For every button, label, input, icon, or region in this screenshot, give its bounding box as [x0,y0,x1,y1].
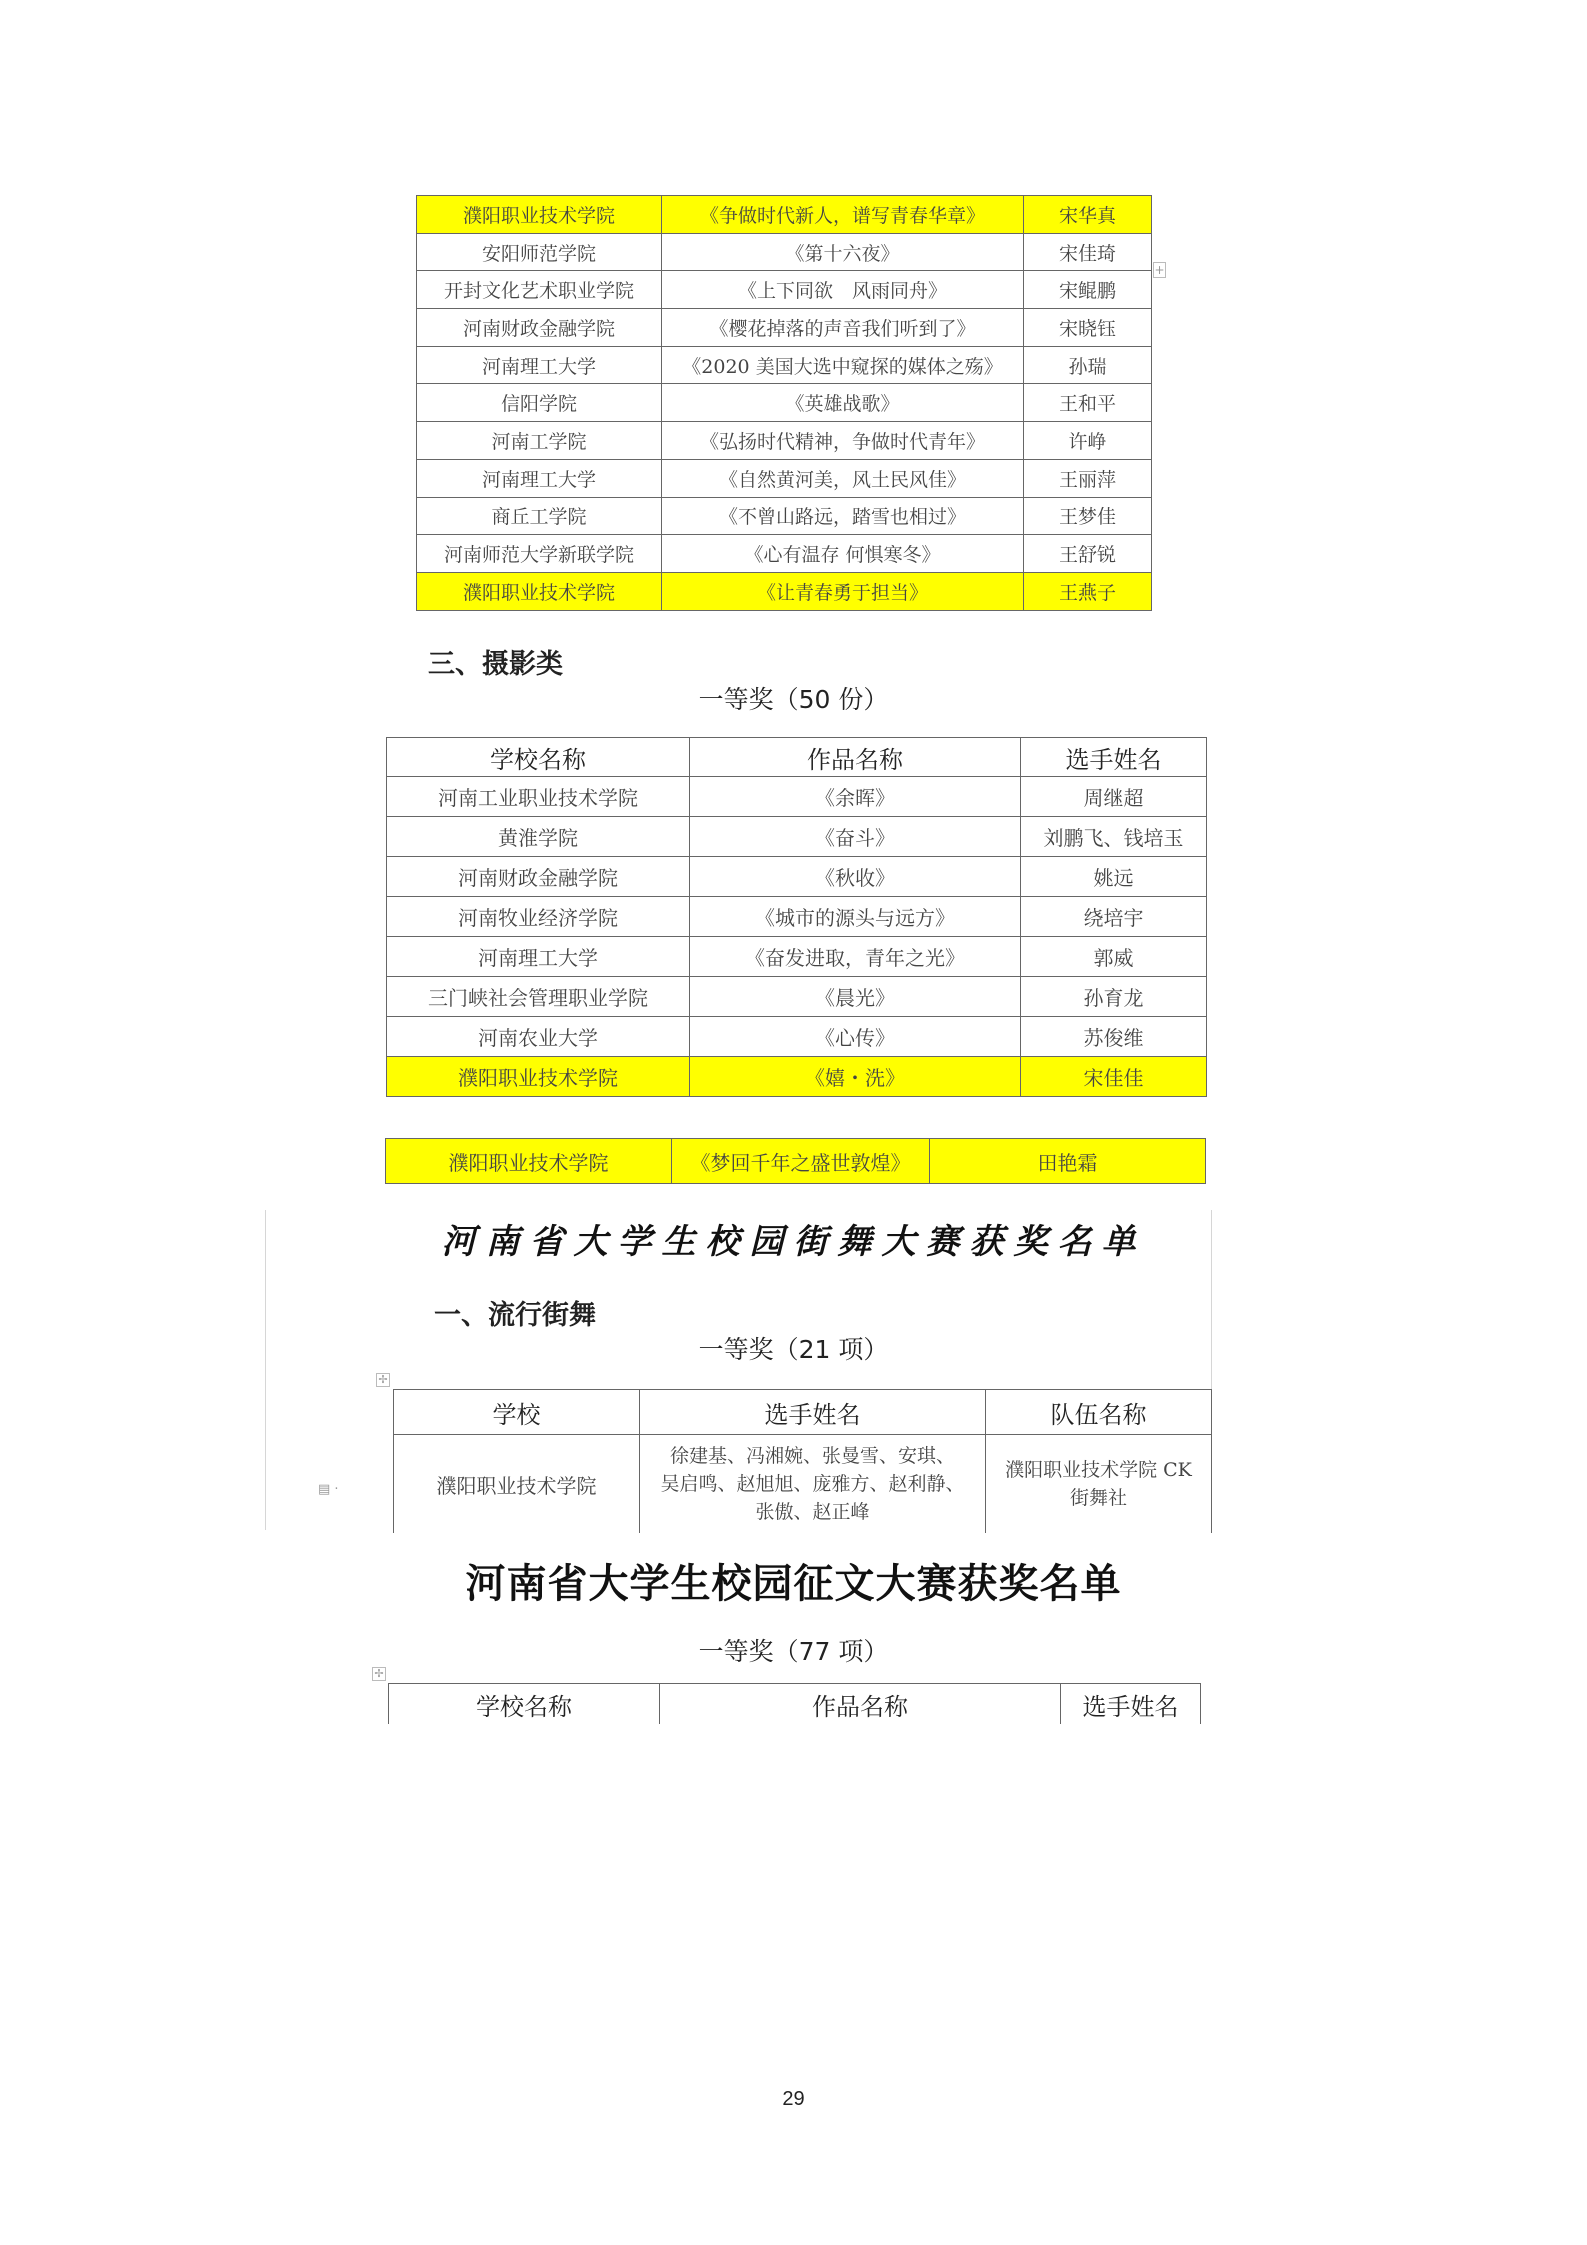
team-line: 街舞社 [1069,1487,1127,1509]
cell-name: 孙瑞 [1024,346,1152,384]
cell-school: 河南理工大学 [417,459,662,497]
table-row [387,937,1207,977]
cell-school: 河南工业职业技术学院 [387,777,690,817]
cell-work: 《弘扬时代精神，争做时代青年》 [662,422,1024,460]
writing-award-table [416,195,1152,611]
cell-school: 河南财政金融学院 [387,857,690,897]
photo-award-level: 一等奖（50 份） [698,685,889,714]
table-row [387,777,1207,817]
cell-work: 《嬉・洗》 [690,1057,1021,1097]
essay-award-table [388,1683,1201,1724]
cell-name: 宋鲲鹏 [1024,271,1152,309]
table-row [417,459,1152,497]
header-school: 学校名称 [387,738,690,777]
cell-name: 苏俊维 [1021,1017,1207,1057]
table-row [386,1139,1206,1184]
cell-names [640,1435,986,1534]
table-row [387,1017,1207,1057]
cell-name: 绕培宇 [1021,897,1207,937]
table-row [417,422,1152,460]
cell-school: 濮阳职业技术学院 [394,1435,640,1534]
table-row [417,271,1152,309]
table-add-handle-icon[interactable]: + [1154,263,1165,277]
cell-school: 河南财政金融学院 [417,309,662,347]
cell-work: 《奋斗》 [690,817,1021,857]
table-row [387,1057,1207,1097]
cell-name: 郭威 [1021,937,1207,977]
table-row [417,535,1152,573]
table-row [417,233,1152,271]
table-row [417,309,1152,347]
header-name: 选手姓名 [1021,738,1207,777]
page-number: 29 [782,2088,805,2110]
table-row [417,572,1152,610]
table-row [387,897,1207,937]
cell-name: 周继超 [1021,777,1207,817]
cell-name: 王梦佳 [1024,497,1152,535]
cell-work: 《上下同欲 风雨同舟》 [662,271,1024,309]
cell-school: 河南工学院 [417,422,662,460]
cell-school: 河南牧业经济学院 [387,897,690,937]
cell-team [986,1435,1212,1534]
cell-name: 王舒锐 [1024,535,1152,573]
photo-extra-table [385,1138,1206,1184]
cell-name: 刘鹏飞、钱培玉 [1021,817,1207,857]
cell-school: 信阳学院 [417,384,662,422]
table-header-row [394,1390,1212,1435]
header-team: 队伍名称 [986,1390,1212,1435]
header-school: 学校名称 [389,1684,660,1725]
cell-work: 《奋发进取，青年之光》 [690,937,1021,977]
table-move-handle-icon[interactable]: ✢ [372,1667,386,1681]
cell-name: 宋佳琦 [1024,233,1152,271]
cell-school: 濮阳职业技术学院 [387,1057,690,1097]
table-row [387,817,1207,857]
cell-work: 《不曾山路远，踏雪也相过》 [662,497,1024,535]
cell-name: 宋佳佳 [1021,1057,1207,1097]
cell-work: 《英雄战歌》 [662,384,1024,422]
dance-section-heading: 一、流行街舞 [434,1300,596,1331]
header-work: 作品名称 [690,738,1021,777]
cell-name: 宋华真 [1024,196,1152,234]
cell-name: 孙育龙 [1021,977,1207,1017]
cell-name: 王丽萍 [1024,459,1152,497]
cell-school: 开封文化艺术职业学院 [417,271,662,309]
dance-award-table [393,1389,1212,1533]
header-school: 学校 [394,1390,640,1435]
cell-work: 《2020 美国大选中窥探的媒体之殇》 [662,346,1024,384]
cell-school: 三门峡社会管理职业学院 [387,977,690,1017]
cell-name: 许峥 [1024,422,1152,460]
table-header-row [389,1684,1201,1725]
cell-work: 《余晖》 [690,777,1021,817]
dance-award-level: 一等奖（21 项） [698,1335,889,1364]
cell-name: 王燕子 [1024,572,1152,610]
cell-name: 宋晓钰 [1024,309,1152,347]
cell-school: 河南理工大学 [417,346,662,384]
table-row [417,497,1152,535]
cell-work: 《让青春勇于担当》 [662,572,1024,610]
photo-award-table [386,737,1207,1097]
cell-school: 黄淮学院 [387,817,690,857]
table-row [417,196,1152,234]
names-line: 吴启鸣、赵旭旭、庞雅方、赵利静、 [660,1473,965,1495]
dance-section-title: 河南省大学生校园街舞大赛获奖名单 [441,1222,1146,1262]
cell-work: 《樱花掉落的声音我们听到了》 [662,309,1024,347]
essay-section-title: 河南省大学生校园征文大赛获奖名单 [465,1561,1122,1607]
cell-work: 《第十六夜》 [662,233,1024,271]
photo-section-heading: 三、摄影类 [428,649,563,680]
header-work: 作品名称 [660,1684,1061,1725]
cell-school: 河南农业大学 [387,1017,690,1057]
header-name: 选手姓名 [1061,1684,1201,1725]
names-line: 徐建基、冯湘婉、张曼雪、安琪、 [669,1445,955,1467]
cell-work: 《自然黄河美，风土民风佳》 [662,459,1024,497]
cell-school: 河南师范大学新联学院 [417,535,662,573]
cell-work: 《心传》 [690,1017,1021,1057]
cell-school: 安阳师范学院 [417,233,662,271]
cell-work: 《心有温存 何惧寒冬》 [662,535,1024,573]
table-row [394,1435,1212,1534]
cell-work: 《秋收》 [690,857,1021,897]
cell-school: 河南理工大学 [387,937,690,977]
essay-award-level: 一等奖（77 项） [698,1637,889,1666]
team-line: 濮阳职业技术学院 CK [1005,1459,1192,1481]
table-row [417,346,1152,384]
cell-work: 《晨光》 [690,977,1021,1017]
header-names: 选手姓名 [640,1390,986,1435]
table-header-row [387,738,1207,777]
cell-name: 王和平 [1024,384,1152,422]
cell-work: 《争做时代新人，谱写青春华章》 [662,196,1024,234]
table-row [417,384,1152,422]
cell-school: 濮阳职业技术学院 [417,196,662,234]
table-move-handle-icon[interactable]: ✢ [376,1373,390,1387]
cell-school: 商丘工学院 [417,497,662,535]
table-row [387,857,1207,897]
paragraph-mark-icon: ▤ · [318,1482,339,1497]
cell-name: 田艳霜 [930,1139,1206,1184]
names-line: 张傲、赵正峰 [755,1501,870,1523]
cell-work: 《梦回千年之盛世敦煌》 [672,1139,930,1184]
cell-school: 濮阳职业技术学院 [417,572,662,610]
cell-school: 濮阳职业技术学院 [386,1139,672,1184]
table-row [387,977,1207,1017]
cell-name: 姚远 [1021,857,1207,897]
cell-work: 《城市的源头与远方》 [690,897,1021,937]
